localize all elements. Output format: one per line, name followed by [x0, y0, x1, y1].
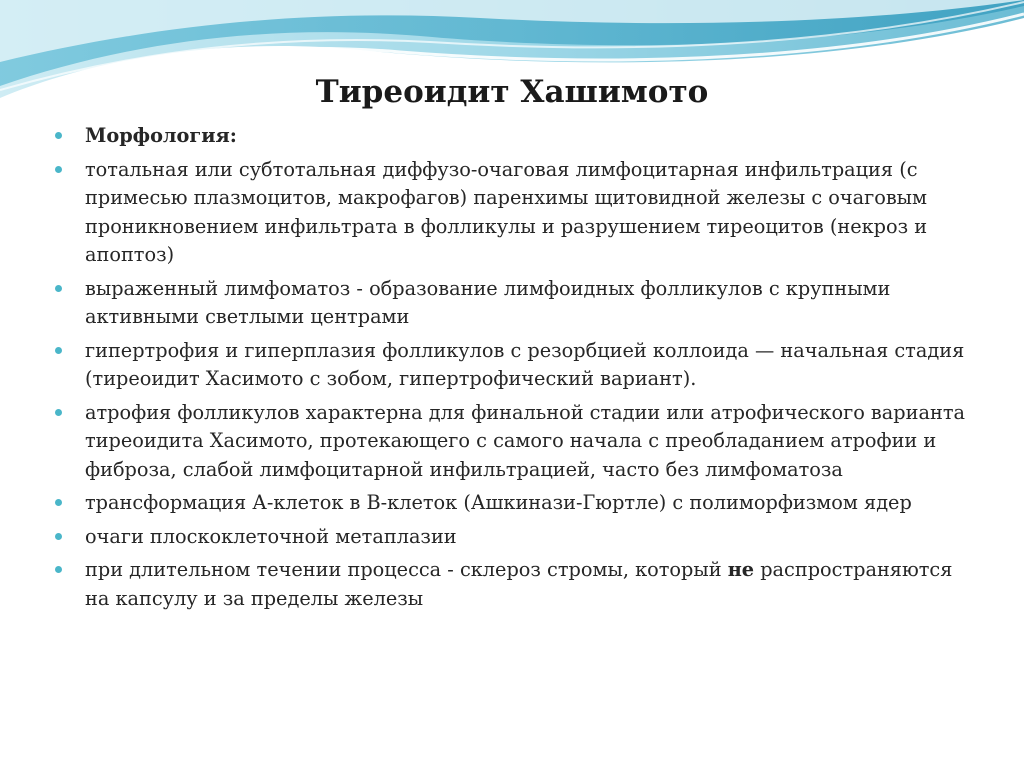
bullet-dot-icon	[55, 285, 62, 292]
list-item-text: очаги плоскоклеточной метаплазии	[85, 524, 457, 548]
emphasis-text: не	[727, 558, 755, 581]
list-item-text-part: при длительном течении процесса - склероз стромы, который	[85, 558, 728, 581]
list-item-text: трансформация А-клеток в В-клеток (Ашкинази-Гюртле) с полиморфизмом ядер	[85, 491, 912, 514]
bullet-dot-icon	[55, 533, 62, 540]
bullet-dot-icon	[55, 409, 62, 416]
list-item	[50, 523, 980, 552]
list-item	[50, 275, 980, 332]
bullet-list	[50, 122, 980, 618]
bullet-dot-icon	[55, 132, 62, 139]
list-item-text: гипертрофия и гиперплазия фолликулов с резорбцией коллоида — начальная стадия (тиреоидит Хасимото с зобом, гипертрофический вариант).	[85, 338, 965, 390]
list-item-text: выраженный лимфоматоз - образование лимфоидных фолликулов с крупными активными светлыми центрами	[85, 276, 891, 328]
list-item	[50, 556, 980, 613]
section-heading: Морфология:	[85, 124, 237, 147]
list-item-text: атрофия фолликулов характерна для финальной стадии или атрофического варианта тиреоидита Хасимото, протекающего с самого начала с преобладанием атрофии и фиброза, слабой лимфоцитарной инфильтрацией, часто без лимфоматоза	[85, 400, 965, 481]
list-item-text: тотальная или субтотальная диффузо-очаговая лимфоцитарная инфильтрация (с примесью плазмоцитов, макрофагов) паренхимы щитовидной железы с очаговым проникновением инфильтрата в фолликулы и разрушением тиреоцитов (некроз и апоптоз)	[85, 157, 928, 266]
bullet-dot-icon	[55, 347, 62, 354]
list-item	[50, 122, 980, 151]
bullet-dot-icon	[55, 166, 62, 173]
list-item	[50, 399, 980, 485]
bullet-dot-icon	[55, 499, 62, 506]
list-item	[50, 337, 980, 394]
list-item	[50, 489, 980, 518]
list-item-text-part: распространяются на капсулу и за пределы железы	[85, 558, 953, 610]
list-item	[50, 156, 980, 270]
slide-title: Тиреоидит Хашимото	[315, 74, 709, 110]
bullet-dot-icon	[55, 566, 62, 573]
